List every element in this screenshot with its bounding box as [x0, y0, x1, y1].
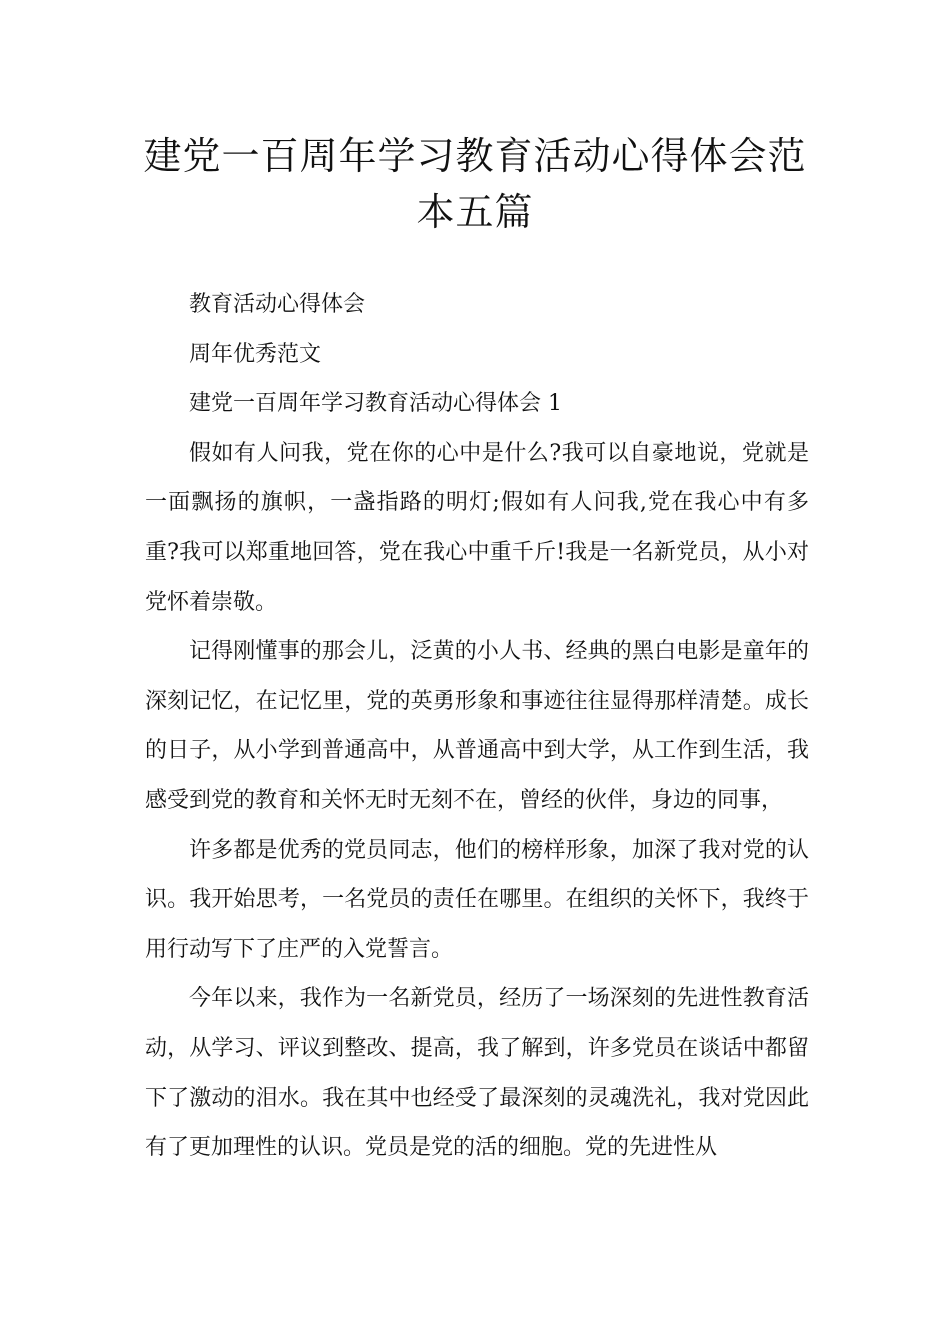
title-line-2: 本五篇	[416, 190, 534, 234]
paragraph-4: 今年以来，我作为一名新党员，经历了一场深刻的先进性教育活动，从学习、评议到整改、提高，我了解到，许多党员在谈话中都留下了激动的泪水。我在其中也经受了最深刻的灵魂洗礼，我对党因此有了更加理性的认识。党员是党的活的细胞。党的先进性从	[145, 986, 809, 1161]
paragraph-2: 记得刚懂事的那会儿，泛黄的小人书、经典的黑白电影是童年的深刻记忆，在记忆里，党的英勇形象和事迹往往显得那样清楚。成长的日子，从小学到普通高中，从普通高中到大学，从工作到生活，我感受到党的教育和关怀无时无刻不在，曾经的伙伴，身边的同事，	[145, 639, 809, 813]
subtitle-1: 教育活动心得体会	[189, 292, 366, 317]
paragraph-1: 假如有人问我，党在你的心中是什么?我可以自豪地说，党就是一面飘扬的旗帜，一盏指路的明灯;假如有人问我,党在我心中有多重?我可以郑重地回答，党在我心中重千斤!我是一名新党员，从小对党怀着崇敬。	[145, 440, 809, 615]
document-title	[120, 128, 830, 240]
subtitle-2: 周年优秀范文	[189, 341, 322, 367]
document-body	[145, 280, 809, 1173]
paragraph-3: 许多都是优秀的党员同志，他们的榜样形象，加深了我对党的认识。我开始思考，一名党员的责任在哪里。在组织的关怀下，我终于用行动写下了庄严的入党誓言。	[145, 837, 809, 962]
section-heading: 建党一百周年学习教育活动心得体会 1	[189, 391, 562, 417]
title-line-1: 建党一百周年学习教育活动心得体会范	[143, 134, 807, 178]
